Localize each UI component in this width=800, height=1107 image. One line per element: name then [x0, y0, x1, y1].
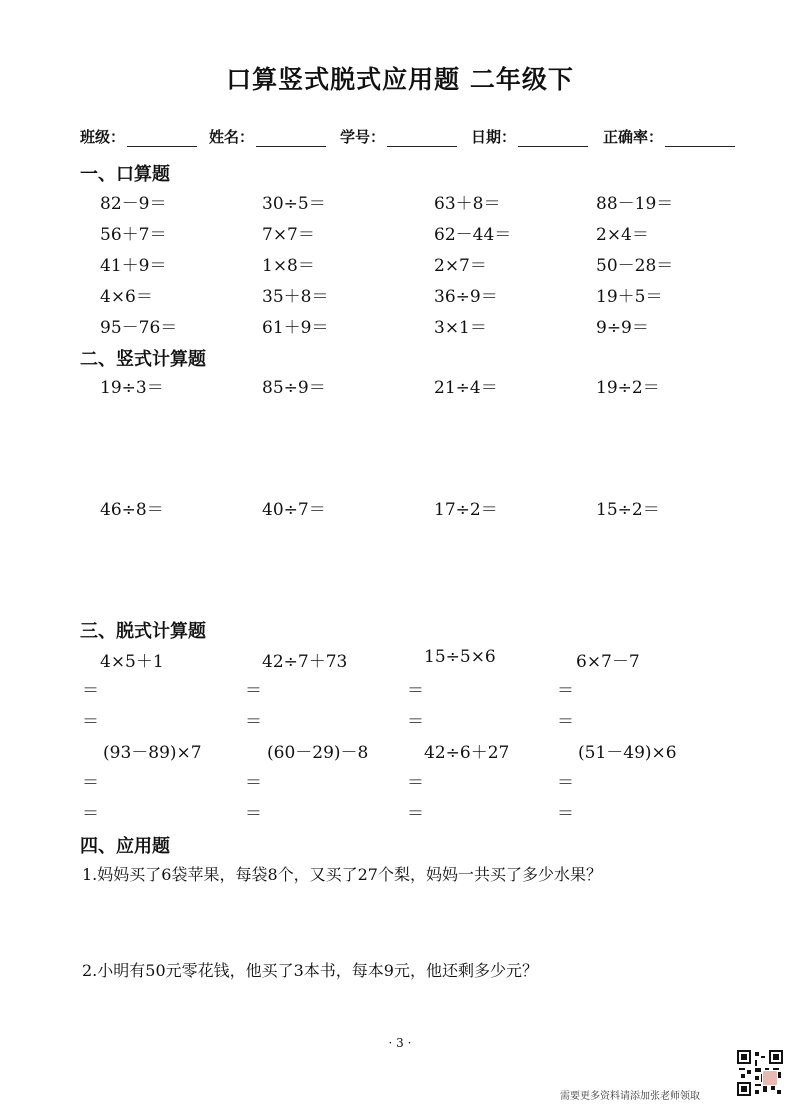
info-field-label: 班级：: [80, 128, 126, 146]
info-field-label: 学号：: [340, 128, 386, 146]
equals-sign: ＝: [82, 712, 99, 732]
avatar: [762, 1070, 778, 1086]
equals-sign: ＝: [407, 712, 424, 732]
word-problem-1: 1.妈妈买了6袋苹果，每袋8个，又买了27个梨，妈妈一共买了多少水果？: [82, 865, 602, 884]
vertical-problem: 15÷2＝: [596, 500, 660, 520]
equals-sign: ＝: [245, 681, 262, 701]
info-field-label: 正确率：: [603, 128, 664, 146]
equals-sign: ＝: [245, 804, 262, 824]
page-title: 口算竖式脱式应用题 二年级下: [226, 65, 574, 94]
oral-problem: 61＋9＝: [262, 318, 329, 338]
vertical-problem: 17÷2＝: [434, 500, 498, 520]
footer-note: 需要更多资料请添加张老师领取: [560, 1091, 700, 1102]
page-number: · 3 ·: [388, 1036, 412, 1050]
oral-problem: 62－44＝: [434, 225, 512, 245]
equals-sign: ＝: [557, 681, 574, 701]
oral-problem: 63＋8＝: [434, 194, 501, 214]
oral-problem: 2×7＝: [434, 256, 487, 276]
info-field-blank[interactable]: [665, 130, 735, 147]
stepwise-problem: 15÷5×6: [424, 647, 496, 667]
equals-sign: ＝: [82, 681, 99, 701]
oral-problem: 2×4＝: [596, 225, 649, 245]
oral-problem: 7×7＝: [262, 225, 315, 245]
info-field-blank[interactable]: [387, 130, 457, 147]
info-field-label: 姓名：: [209, 128, 255, 146]
oral-problem: 36÷9＝: [434, 287, 498, 307]
stepwise-problem: 42÷7＋73: [262, 652, 348, 672]
equals-sign: ＝: [557, 804, 574, 824]
equals-sign: ＝: [557, 712, 574, 732]
oral-problem: 4×6＝: [100, 287, 153, 307]
equals-sign: ＝: [557, 773, 574, 793]
info-field-blank[interactable]: [518, 130, 588, 147]
section-stepwise-heading: 三、脱式计算题: [80, 621, 206, 642]
info-field: [471, 126, 588, 147]
oral-problem: 95－76＝: [100, 318, 178, 338]
equals-sign: ＝: [407, 804, 424, 824]
info-field-label: 日期：: [471, 128, 517, 146]
oral-problem: 56＋7＝: [100, 225, 167, 245]
word-problem-2: 2.小明有50元零花钱，他买了3本书，每本9元，他还剩多少元？: [82, 961, 538, 980]
stepwise-problem: 42÷6＋27: [424, 743, 510, 763]
stepwise-problem: 4×5＋1: [100, 652, 164, 672]
oral-problem: 19＋5＝: [596, 287, 663, 307]
equals-sign: ＝: [407, 681, 424, 701]
equals-sign: ＝: [407, 773, 424, 793]
equals-sign: ＝: [245, 712, 262, 732]
info-field: [80, 126, 197, 147]
info-field: [340, 126, 457, 147]
stepwise-problem: (93－89)×7: [103, 743, 202, 763]
info-field-blank[interactable]: [127, 130, 197, 147]
vertical-problem: 46÷8＝: [100, 500, 164, 520]
oral-problem: 9÷9＝: [596, 318, 649, 338]
oral-problem: 41＋9＝: [100, 256, 167, 276]
oral-problem: 35＋8＝: [262, 287, 329, 307]
info-field-blank[interactable]: [256, 130, 326, 147]
section-word-heading: 四、应用题: [80, 836, 170, 857]
oral-problem: 1×8＝: [262, 256, 315, 276]
equals-sign: ＝: [82, 773, 99, 793]
vertical-problem: 40÷7＝: [262, 500, 326, 520]
info-field: [209, 126, 326, 147]
info-field: [603, 126, 735, 147]
stepwise-problem: 6×7－7: [576, 652, 640, 672]
equals-sign: ＝: [245, 773, 262, 793]
oral-problem: 82－9＝: [100, 194, 167, 214]
oral-problem: 50－28＝: [596, 256, 674, 276]
equals-sign: ＝: [82, 804, 99, 824]
vertical-problem: 19÷3＝: [100, 378, 164, 398]
stepwise-problem: (60－29)－8: [267, 743, 369, 763]
oral-problem: 30÷5＝: [262, 194, 326, 214]
section-vertical-heading: 二、竖式计算题: [80, 349, 206, 370]
oral-problem: 88－19＝: [596, 194, 674, 214]
vertical-problem: 85÷9＝: [262, 378, 326, 398]
section-oral-heading: 一、口算题: [80, 164, 170, 185]
vertical-problem: 19÷2＝: [596, 378, 660, 398]
vertical-problem: 21÷4＝: [434, 378, 498, 398]
stepwise-problem: (51－49)×6: [578, 743, 677, 763]
oral-problem: 3×1＝: [434, 318, 487, 338]
